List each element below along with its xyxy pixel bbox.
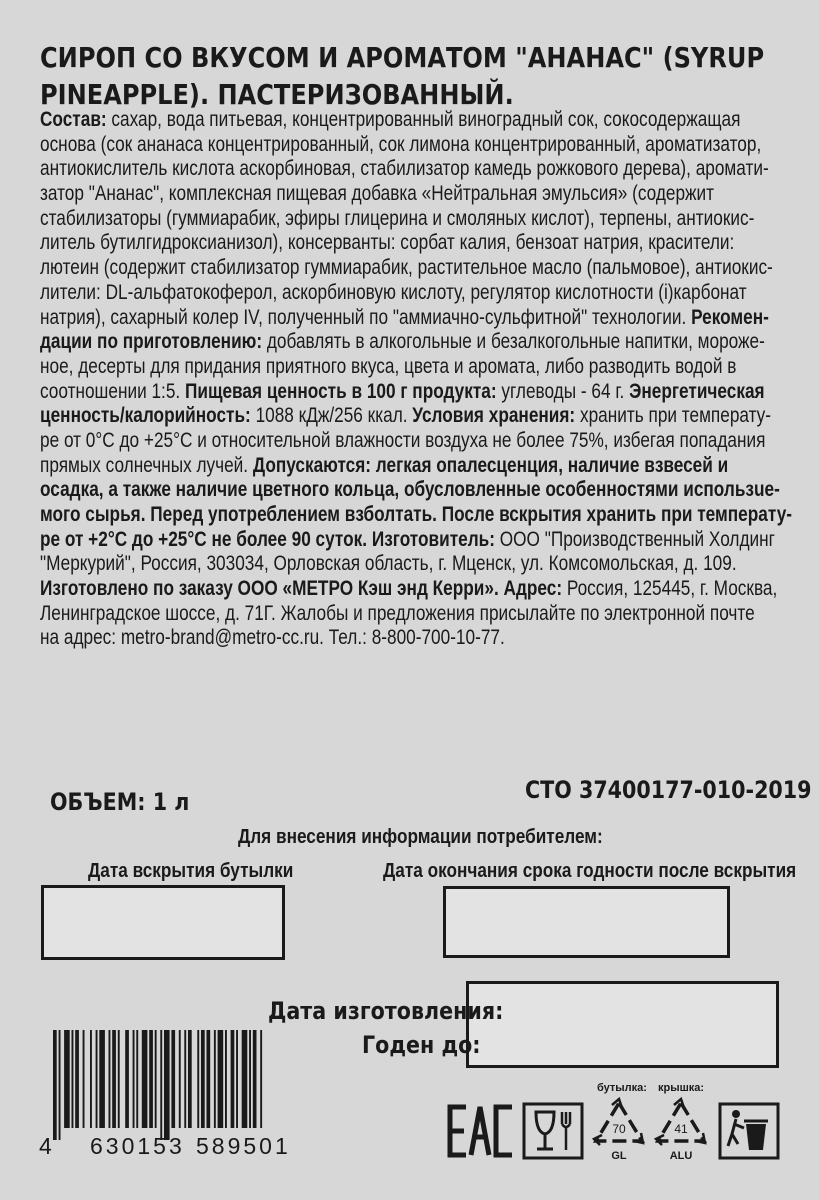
- barcode-bar: [118, 1030, 120, 1128]
- text-line: Ленинградское шоссе, д. 71Г. Жалобы и предложения присылайте по электронной почте: [40, 601, 755, 625]
- barcode-bar: [214, 1030, 216, 1128]
- text-line: ре от 0°С до +25°С и относительной влажности воздуха не более 75%, избегая попадания: [40, 428, 766, 452]
- label-energy: Энергетическая: [624, 379, 765, 403]
- manufacture-date-label: Дата изготовления:: [268, 997, 504, 1025]
- text-line: "Меркурий", Россия, 303034, Орловская область, г. Мценск, ул. Комсомольская, д. 109.: [40, 552, 737, 576]
- label-storage: Условия хранения:: [407, 404, 576, 428]
- barcode-bar: [125, 1030, 129, 1128]
- text-line: лютеин (содержит стабилизатор гуммиарабик, растительное масло (пальмовое), антиокис-: [40, 256, 773, 280]
- barcode-bar: [64, 1030, 70, 1128]
- text-line: [40, 306, 770, 331]
- barcode-bar: [249, 1030, 251, 1128]
- text-line: [40, 380, 770, 405]
- barcode-bar: [164, 1030, 170, 1140]
- label-ordered-by: Изготовлено по заказу ООО «МЕТРО Кэш энд Керри». Адрес:: [40, 577, 563, 601]
- title-line-2: PINEAPPLE). ПАСТЕРИЗОВАННЫЙ.: [40, 78, 514, 111]
- text-span: сахар, вода питьевая, концентрированный виноградный сок, сокосодержащая: [106, 108, 741, 131]
- trash-bin-icon: [718, 1102, 780, 1160]
- title-line-1: СИРОП СО ВКУСОМ И АРОМАТОМ "АНАНАС" (SYRUP: [40, 41, 765, 74]
- barcode-bar: [72, 1030, 74, 1128]
- barcode-digits-right: 589501: [196, 1133, 291, 1159]
- barcode-bar: [179, 1030, 181, 1128]
- barcode-bar: [155, 1030, 157, 1128]
- barcode-bar: [207, 1030, 211, 1128]
- glass-fork-icon: [522, 1102, 584, 1160]
- bold-text: мого сырья. Перед употреблением взболтать. После вскрытия хранить при температу-: [40, 503, 793, 526]
- text-span: прямых солнечных лучей.: [40, 453, 249, 477]
- barcode-bar: [253, 1030, 257, 1128]
- text-span: добавлять в алкогольные и безалкогольные напитки, мороже-: [262, 330, 765, 354]
- barcode-bar: [83, 1030, 85, 1128]
- barcode-bar: [133, 1030, 135, 1128]
- label-calories: ценность/калорийность:: [40, 404, 251, 428]
- text-line: [40, 478, 780, 503]
- barcode-bar: [109, 1030, 111, 1128]
- barcode-bar: [75, 1030, 79, 1128]
- text-span: натрия), сахарный колер IV, полученный по "аммиачно-сульфитной" технологии.: [40, 305, 687, 329]
- barcode-bar: [184, 1030, 186, 1128]
- label-nutrition: Пищевая ценность в 100 г продукта:: [180, 379, 497, 403]
- bottle-label: бутылка:: [597, 1082, 647, 1094]
- text-line: антиокислитель кислота аскорбиновая, стабилизатор камедь рожкового дерева), аромати-: [40, 157, 769, 181]
- barcode-bar: [201, 1030, 205, 1128]
- best-before-label: Годен до:: [362, 1031, 481, 1059]
- cap-material: ALU: [669, 1150, 693, 1162]
- consumer-info-heading: Для внесения информации потребителем:: [238, 826, 603, 848]
- barcode-bar: [218, 1030, 224, 1128]
- product-title: [40, 40, 765, 114]
- text-line: затор "Ананас", комплексная пищевая добавка «Нейтральная эмульсия» (содержит: [40, 182, 715, 206]
- text-line: на адрес: metro-brand@metro-cc.ru. Тел.: 8-800-700-10-77.: [40, 626, 505, 650]
- standard-code: СТО 37400177-010-2019: [525, 776, 812, 804]
- barcode-digit-first: 4: [39, 1133, 55, 1159]
- barcode-bar: [260, 1030, 262, 1128]
- label-composition: Состав:: [40, 108, 107, 131]
- text-line: [40, 454, 770, 479]
- bottle-material: GL: [611, 1150, 627, 1162]
- barcode-bar: [231, 1030, 235, 1128]
- text-span: 1088 кДж/256 ккал.: [250, 404, 408, 428]
- barcode-bar: [90, 1030, 92, 1128]
- cap-recycle-code: 41: [674, 1122, 688, 1136]
- text-line: [40, 527, 775, 553]
- label-allowed: Допускаются: легкая опалесценция, наличие взвесей и: [248, 453, 729, 477]
- bold-text: ре от +2°С до +25°С не более 90 суток.: [40, 527, 368, 551]
- barcode: [39, 1030, 311, 1140]
- text-span: углеводы - 64 г.: [496, 379, 625, 403]
- barcode-bar: [136, 1030, 138, 1128]
- barcode-bar: [197, 1030, 199, 1128]
- text-line: [40, 330, 770, 355]
- text-line: лители: DL-альфатокоферол, аскорбиновую кислоту, регулятор кислотности (i)карбонат: [40, 280, 747, 304]
- text-line: [40, 108, 770, 133]
- open-date-box[interactable]: [41, 885, 285, 960]
- eac-mark-icon: [446, 1103, 516, 1159]
- barcode-bar: [171, 1030, 175, 1128]
- expiry-date-box[interactable]: [443, 886, 730, 958]
- barcode-bar: [160, 1030, 162, 1140]
- label-manufacturer: Изготовитель:: [367, 527, 495, 551]
- cap-label: крышка:: [658, 1082, 705, 1094]
- barcode-bar: [149, 1030, 153, 1128]
- text-line: [40, 404, 770, 429]
- text-line: стабилизаторы (гуммиарабик, эфиры глицерина и смоляных кислот), терпены, антиокис-: [40, 206, 755, 230]
- text-line: [40, 577, 778, 602]
- barcode-bar: [188, 1030, 192, 1128]
- manufacture-date-box: [466, 981, 779, 1068]
- barcode-bar: [99, 1030, 105, 1128]
- label-recommendations-cont: дации по приготовлению:: [40, 330, 263, 354]
- open-date-label: Дата вскрытия бутылки: [88, 860, 294, 882]
- barcode-bar: [112, 1030, 116, 1128]
- bottle-recycle-code: 70: [612, 1122, 626, 1136]
- text-span: Россия, 125445, г. Москва,: [562, 577, 778, 601]
- barcode-bar: [53, 1030, 57, 1140]
- text-line: литель бутилгидроксианизол), консерванты: сорбат калия, бензоат натрия, красители:: [40, 231, 735, 255]
- recycle-icon: [590, 1095, 648, 1167]
- label-recommendations: Рекомен-: [686, 305, 769, 329]
- barcode-bar: [59, 1030, 61, 1140]
- text-span: соотношении 1:5.: [40, 379, 181, 403]
- text-line: ное, десерты для придания приятного вкуса, цвета и аромата, либо разводить водой в: [40, 354, 737, 378]
- composition-text: [40, 108, 793, 651]
- barcode-bar: [242, 1030, 248, 1128]
- volume-label: ОБЪЕМ: 1 л: [50, 788, 190, 816]
- barcode-bar: [96, 1030, 98, 1128]
- text-span: хранить при температу-: [575, 404, 772, 428]
- barcode-bar: [225, 1030, 227, 1128]
- barcode-digits-left: 630153: [90, 1133, 185, 1159]
- expiry-date-label: Дата окончания срока годности после вскрытия: [383, 860, 797, 882]
- recycle-icon: [652, 1095, 710, 1167]
- barcode-bar: [236, 1030, 238, 1128]
- barcode-bar: [142, 1030, 148, 1128]
- text-line: основа (сок ананаса концентрированный, сок лимона концентрированный, ароматизатор,: [40, 132, 762, 156]
- text-span: ООО "Производственный Холдинг: [494, 527, 775, 551]
- text-line: [40, 503, 793, 528]
- bold-text: осадка, а также наличие цветного кольца, обусловленные особенностями использue-: [40, 478, 780, 502]
